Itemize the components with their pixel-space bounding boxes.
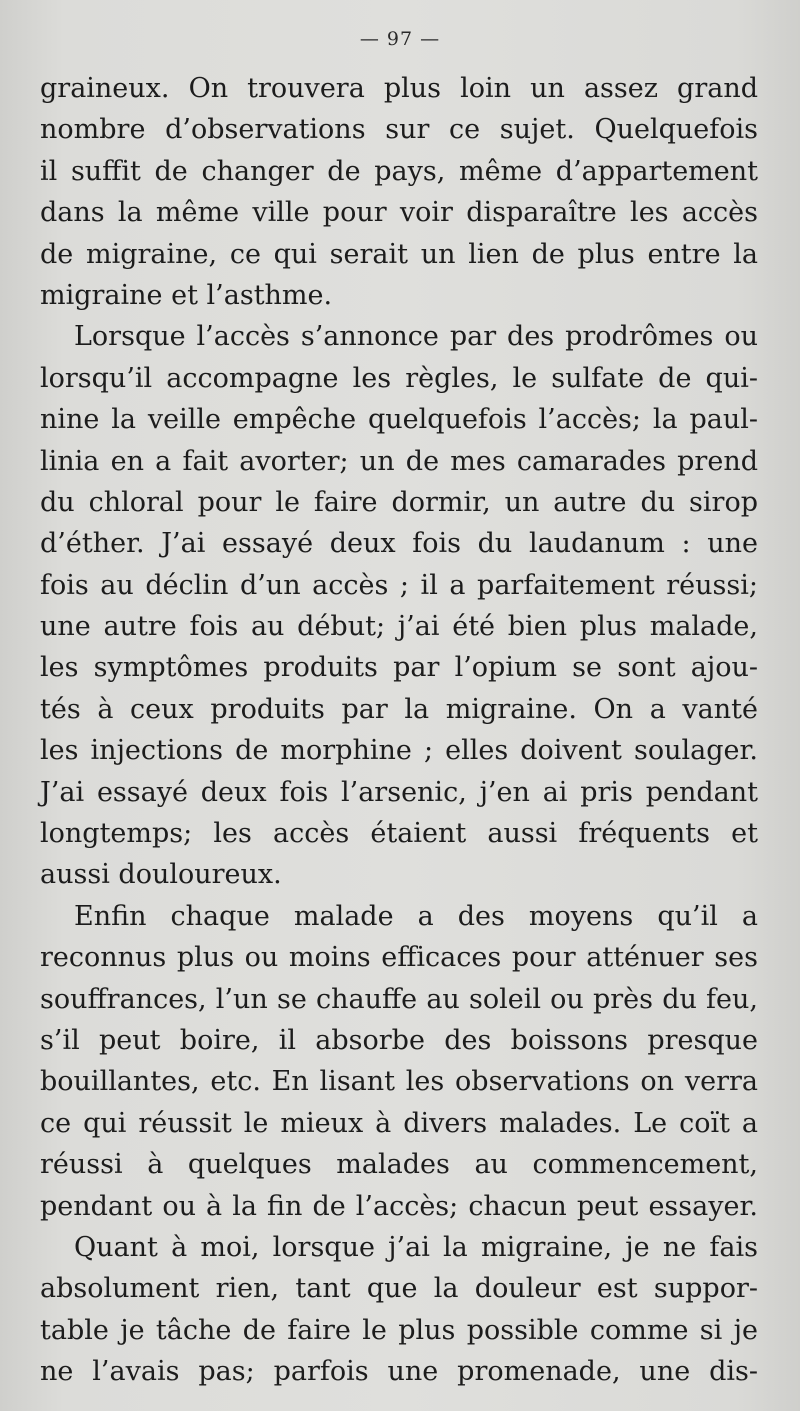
text-line-16: tés à ceux produits par la migraine. On a vanté <box>40 693 758 725</box>
text-line-3: il suffit de changer de pays, même d’appartement <box>40 155 758 187</box>
text-line-22: reconnus plus ou moins efficaces pour atténuer ses <box>40 942 758 974</box>
text-line-1: graineux. On trouvera plus loin un assez grand <box>40 73 758 104</box>
page-number: — 97 — <box>359 28 441 50</box>
text-line-29: Quant à moi, lorsque j’ai la migraine, je ne fais <box>74 1231 758 1263</box>
text-line-15: les symptômes produits par l’opium se sont ajou- <box>40 652 758 684</box>
text-line-10: linia en a fait avorter; un de mes camarades prend <box>40 445 758 477</box>
text-line-14: une autre fois au début; j’ai été bien plus malade, <box>40 611 758 643</box>
text-line-31: table je tâche de faire le plus possible comme si je <box>40 1314 758 1346</box>
text-line-21: Enfin chaque malade a des moyens qu’il a <box>74 900 758 932</box>
text-line-5: de migraine, ce qui serait un lien de plus entre la <box>40 238 758 270</box>
text-line-17: les injections de morphine ; elles doivent soulager. <box>40 735 758 767</box>
body-text <box>40 68 758 1393</box>
text-line-7: Lorsque l’accès s’annonce par des prodrômes ou <box>74 321 758 353</box>
text-line-27: réussi à quelques malades au commencement, <box>40 1149 758 1181</box>
text-line-11: du chloral pour le faire dormir, un autre du sirop <box>40 486 758 518</box>
text-line-25: bouillantes, etc. En lisant les observations on verra <box>40 1066 758 1098</box>
text-line-26: ce qui réussit le mieux à divers malades. Le coït a <box>40 1107 758 1139</box>
text-line-6: migraine et l’asthme. <box>40 279 333 311</box>
text-line-32: ne l’avais pas; parfois une promenade, une dis- <box>40 1356 758 1388</box>
text-line-13: fois au déclin d’un accès ; il a parfaitement réussi; <box>40 569 758 601</box>
text-line-9: nine la veille empêche quelquefois l’accès; la paul- <box>40 404 758 436</box>
text-line-18: J’ai essayé deux fois l’arsenic, j’en ai pris pendant <box>40 776 758 808</box>
text-line-8: lorsqu’il accompagne les règles, le sulfate de qui- <box>40 362 758 394</box>
text-line-4: dans la même ville pour voir disparaître les accès <box>40 197 758 229</box>
text-line-2: nombre d’observations sur ce sujet. Quelquefois <box>40 114 758 146</box>
text-line-19: longtemps; les accès étaient aussi fréquents et <box>40 818 758 850</box>
text-line-12: d’éther. J’ai essayé deux fois du laudanum : une <box>40 528 758 560</box>
text-line-23: souffrances, l’un se chauffe au soleil ou près du feu, <box>40 983 758 1015</box>
text-line-20: aussi douloureux. <box>40 859 282 891</box>
text-line-28: pendant ou à la fin de l’accès; chacun peut essayer. <box>40 1190 758 1222</box>
text-line-24: s’il peut boire, il absorbe des boissons presque <box>40 1024 758 1056</box>
text-line-30: absolument rien, tant que la douleur est suppor- <box>40 1273 758 1305</box>
